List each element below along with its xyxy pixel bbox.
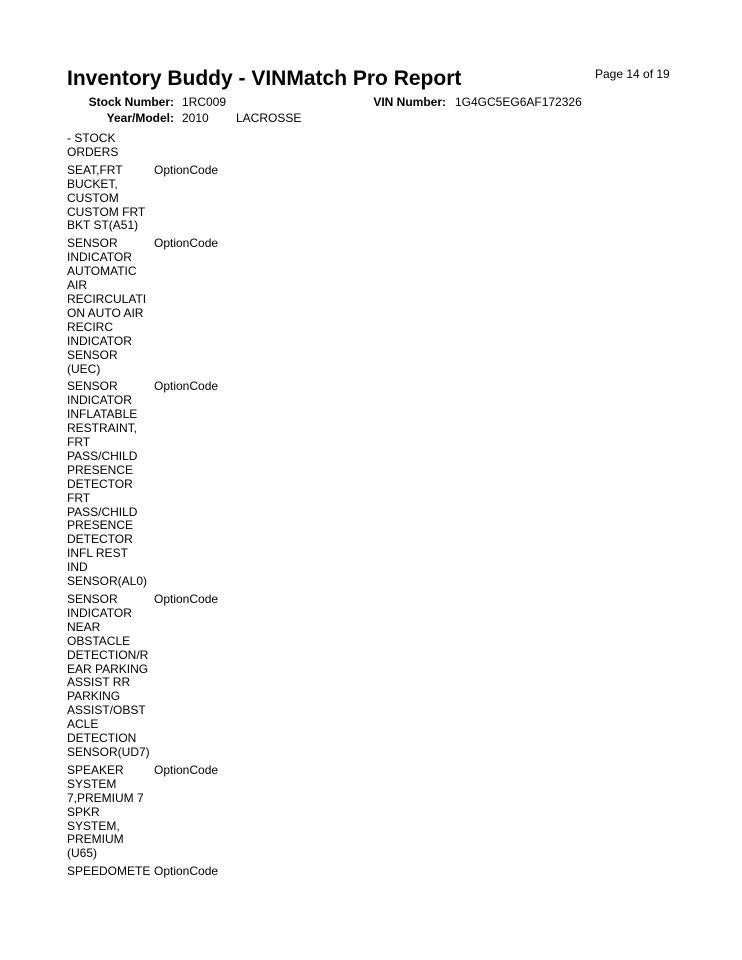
- option-code: OptionCode: [154, 236, 219, 251]
- option-row: [67, 593, 267, 760]
- report-title: Inventory Buddy - VINMatch Pro Report: [67, 67, 462, 90]
- option-row: [67, 237, 267, 376]
- option-description: SENSOR INDICATOR NEAR OBSTACLE DETECTION/R EAR PARKING ASSIST RR PARKING ASSIST/OBST ACLE DETECTION SENSOR(UD7): [67, 592, 150, 759]
- option-row: [67, 764, 267, 861]
- option-description: SEAT,FRT BUCKET, CUSTOM CUSTOM FRT BKT ST(A51): [67, 162, 146, 233]
- vin-number-label: VIN Number:: [373, 95, 446, 109]
- option-description: SPEAKER SYSTEM 7,PREMIUM 7 SPKR SYSTEM, PREMIUM (U65): [67, 762, 144, 861]
- option-code: OptionCode: [154, 162, 219, 177]
- stock-number-label: Stock Number:: [88, 95, 174, 109]
- option-code: OptionCode: [154, 762, 219, 777]
- option-row: [67, 865, 267, 879]
- page-number: Page 14 of 19: [595, 67, 670, 81]
- option-row: [67, 380, 267, 589]
- model-value: LACROSSE: [236, 111, 302, 125]
- option-description: - STOCK ORDERS: [67, 131, 119, 159]
- option-code: OptionCode: [154, 379, 219, 394]
- option-row: [67, 164, 267, 234]
- vin-number-value: 1G4GC5EG6AF172326: [455, 95, 582, 109]
- option-list: [67, 132, 267, 883]
- option-code: OptionCode: [154, 592, 219, 606]
- year-model-label: Year/Model:: [106, 111, 174, 125]
- option-code: OptionCode: [154, 864, 219, 879]
- option-description: SENSOR INDICATOR INFLATABLE RESTRAINT, FRT PASS/CHILD PRESENCE DETECTOR FRT PASS/CHILD PRESENCE DETECTOR INFL REST IND SENSOR(AL0): [67, 379, 148, 589]
- option-row: [67, 132, 267, 160]
- year-value: 2010: [182, 111, 209, 125]
- option-description: SENSOR INDICATOR AUTOMATIC AIR RECIRCULATI ON AUTO AIR RECIRC INDICATOR SENSOR (UEC): [67, 236, 147, 376]
- stock-number-value: 1RC009: [182, 95, 227, 109]
- option-description: SPEEDOMETE: [67, 864, 151, 879]
